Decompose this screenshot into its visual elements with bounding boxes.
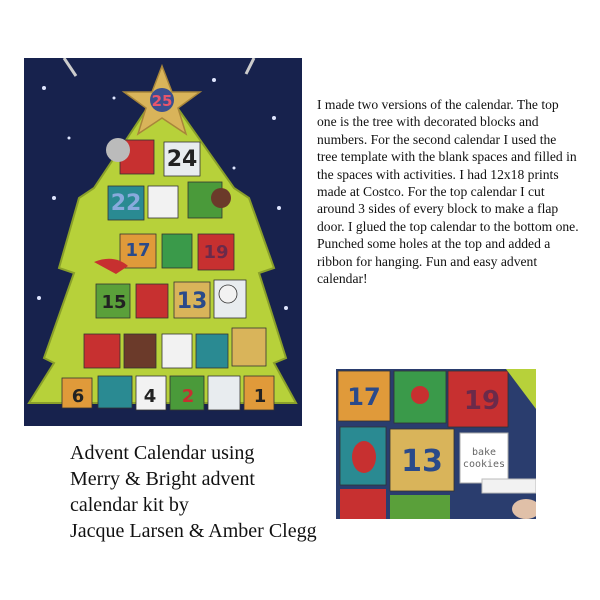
caption bbox=[70, 440, 370, 544]
description-text: I made two versions of the calendar. The top one is the tree with decorated blocks and numbers. For the second calendar I used the tree template with the blank spaces and filled in the spaces with activities. I had 12x18 prints made at Costco. For the top calendar I cut around 3 sides of every block to make a flap door. I glued the top calendar to the bottom one. Punched some holes at the top and added a ribbon for hanging. Fun and easy advent calendar! bbox=[317, 97, 579, 287]
calendar-tree-photo bbox=[24, 58, 302, 426]
number-22: 22 bbox=[110, 191, 142, 216]
detail-number-19: 19 bbox=[463, 386, 501, 416]
detail-number-17: 17 bbox=[347, 383, 381, 411]
snowman-ornament bbox=[219, 285, 237, 303]
caption-line-2: Merry & Bright advent bbox=[70, 468, 255, 490]
mouse-ornament bbox=[106, 138, 130, 162]
caption-line-4: Jacque Larsen & Amber Clegg bbox=[70, 520, 317, 542]
open-flap bbox=[460, 433, 508, 483]
button-ornament bbox=[411, 386, 429, 404]
caption-line-1: Advent Calendar using bbox=[70, 442, 255, 464]
number-25: 25 bbox=[151, 92, 173, 110]
number-17: 17 bbox=[125, 240, 151, 261]
number-6: 6 bbox=[71, 386, 85, 407]
number-1: 1 bbox=[253, 386, 267, 407]
detail-number-13: 13 bbox=[401, 444, 443, 479]
number-2: 2 bbox=[181, 386, 195, 407]
number-24: 24 bbox=[166, 147, 198, 172]
number-13: 13 bbox=[176, 289, 208, 314]
reindeer-ornament bbox=[211, 188, 231, 208]
number-4: 4 bbox=[143, 386, 157, 407]
number-19: 19 bbox=[203, 242, 229, 263]
flap-text-line-2: cookies bbox=[462, 459, 506, 470]
caption-line-3: calendar kit by bbox=[70, 494, 189, 516]
number-15: 15 bbox=[101, 292, 127, 313]
flap-text-line-1: bake bbox=[471, 447, 497, 458]
